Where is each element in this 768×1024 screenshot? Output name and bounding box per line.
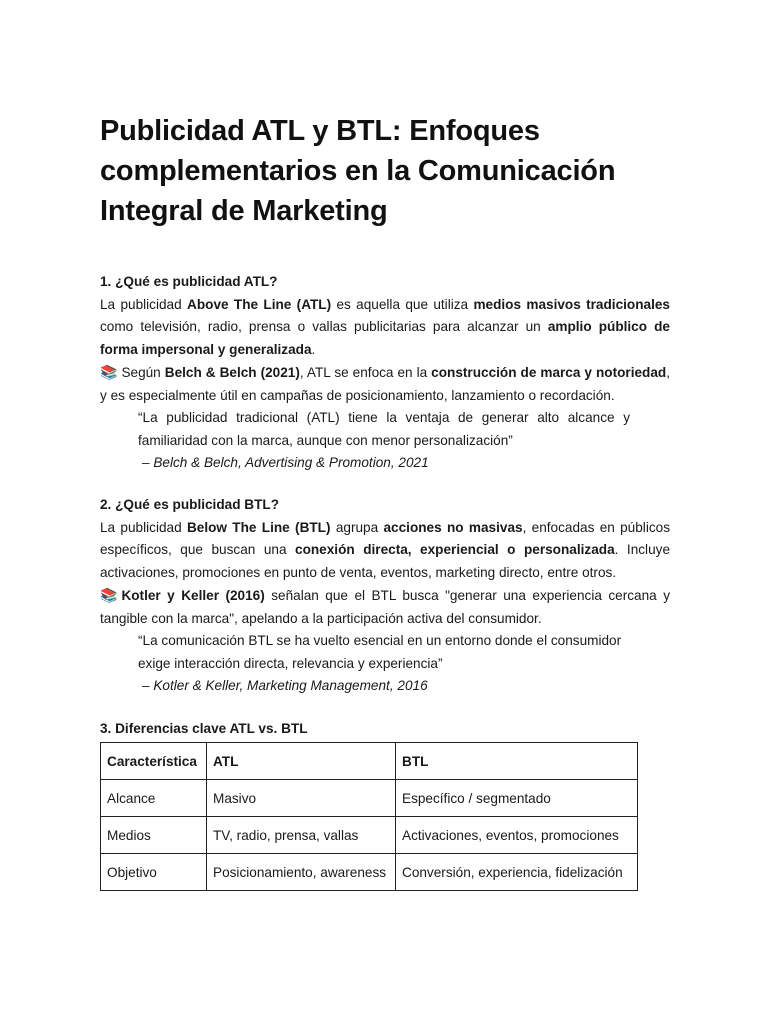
paragraph bbox=[100, 361, 670, 407]
table-row bbox=[101, 817, 638, 854]
books-icon: 📚 bbox=[100, 364, 118, 380]
text: , y es especialmente útil en campañas de posicionamiento, lanzamiento o recordación. bbox=[100, 365, 670, 403]
text: agrupa bbox=[330, 519, 384, 535]
text: . bbox=[311, 341, 316, 357]
text: . Incluye activaciones, promociones en punto de venta, eventos, marketing directo, entre otros. bbox=[100, 542, 670, 580]
table-cell: Activaciones, eventos, promociones bbox=[396, 817, 638, 854]
table-cell: Objetivo bbox=[101, 854, 207, 891]
text: La publicidad bbox=[100, 519, 187, 535]
table-header-cell: ATL bbox=[207, 743, 396, 780]
text: , ATL se enfoca en la bbox=[299, 365, 432, 380]
quote-line: exige interacción directa, relevancia y experiencia” bbox=[138, 655, 443, 671]
table-header-cell: BTL bbox=[396, 743, 638, 780]
quote-line: “La comunicación BTL se ha vuelto esencial en un entorno donde el consumidor bbox=[138, 633, 622, 648]
bold-text: conexión directa, experiencial o personalizada bbox=[295, 542, 615, 557]
text: señalan que el BTL busca "generar una experiencia cercana y tangible con la marca", apelando a la participación activa del consumidor. bbox=[100, 588, 671, 626]
section-heading: 2. ¿Qué es publicidad BTL? bbox=[100, 497, 280, 512]
section-heading: 1. ¿Qué es publicidad ATL? bbox=[100, 274, 278, 289]
text: es aquella que utiliza bbox=[331, 296, 474, 312]
text: como televisión, radio, prensa o vallas publicitarias para alcanzar un bbox=[100, 319, 548, 334]
books-icon: 📚 bbox=[100, 587, 118, 603]
paragraph bbox=[100, 294, 670, 362]
bold-text: Belch & Belch (2021) bbox=[164, 365, 300, 380]
section-differences bbox=[100, 718, 670, 741]
table-cell: Medios bbox=[101, 817, 207, 854]
document-title: Publicidad ATL y BTL: Enfoques complementarios en la Comunicación Integral de Marketing bbox=[100, 115, 616, 227]
bold-text: Below The Line (BTL) bbox=[186, 519, 331, 535]
text: , enfocadas en públicos específicos, que buscan una bbox=[100, 519, 670, 557]
bold-text: Above The Line (ATL) bbox=[187, 296, 332, 312]
bold-text: amplio público de forma impersonal y generalizada bbox=[100, 319, 670, 357]
section-atl bbox=[100, 271, 670, 475]
table-cell: Alcance bbox=[101, 780, 207, 817]
table-cell: Específico / segmentado bbox=[396, 780, 638, 817]
table-header-row bbox=[101, 743, 638, 780]
bold-text: medios masivos tradicionales bbox=[473, 296, 670, 312]
table-cell: TV, radio, prensa, vallas bbox=[207, 817, 396, 854]
paragraph bbox=[100, 584, 670, 630]
citation: – Belch & Belch, Advertising & Promotion, 2021 bbox=[142, 455, 429, 470]
table-cell: Masivo bbox=[207, 780, 396, 817]
citation: – Kotler & Keller, Marketing Management, 2016 bbox=[142, 678, 428, 693]
bold-text: construcción de marca y notoriedad bbox=[431, 365, 667, 380]
section-btl bbox=[100, 494, 670, 698]
text: Según bbox=[121, 365, 165, 380]
comparison-table bbox=[100, 742, 638, 891]
table-cell: Conversión, experiencia, fidelización bbox=[396, 854, 638, 891]
bold-text: Kotler y Keller (2016) bbox=[121, 588, 265, 603]
paragraph bbox=[100, 517, 670, 585]
table-row bbox=[101, 854, 638, 891]
table-cell: Posicionamiento, awareness bbox=[207, 854, 396, 891]
text: La publicidad bbox=[100, 296, 188, 312]
table-header-cell: Característica bbox=[101, 743, 207, 780]
section-heading: 3. Diferencias clave ATL vs. BTL bbox=[100, 721, 308, 736]
bold-text: acciones no masivas bbox=[383, 519, 523, 535]
table-row bbox=[101, 780, 638, 817]
quote: “La publicidad tradicional (ATL) tiene la ventaja de generar alto alcance y familiaridad con la marca, aunque con menor personalización” bbox=[138, 410, 630, 448]
